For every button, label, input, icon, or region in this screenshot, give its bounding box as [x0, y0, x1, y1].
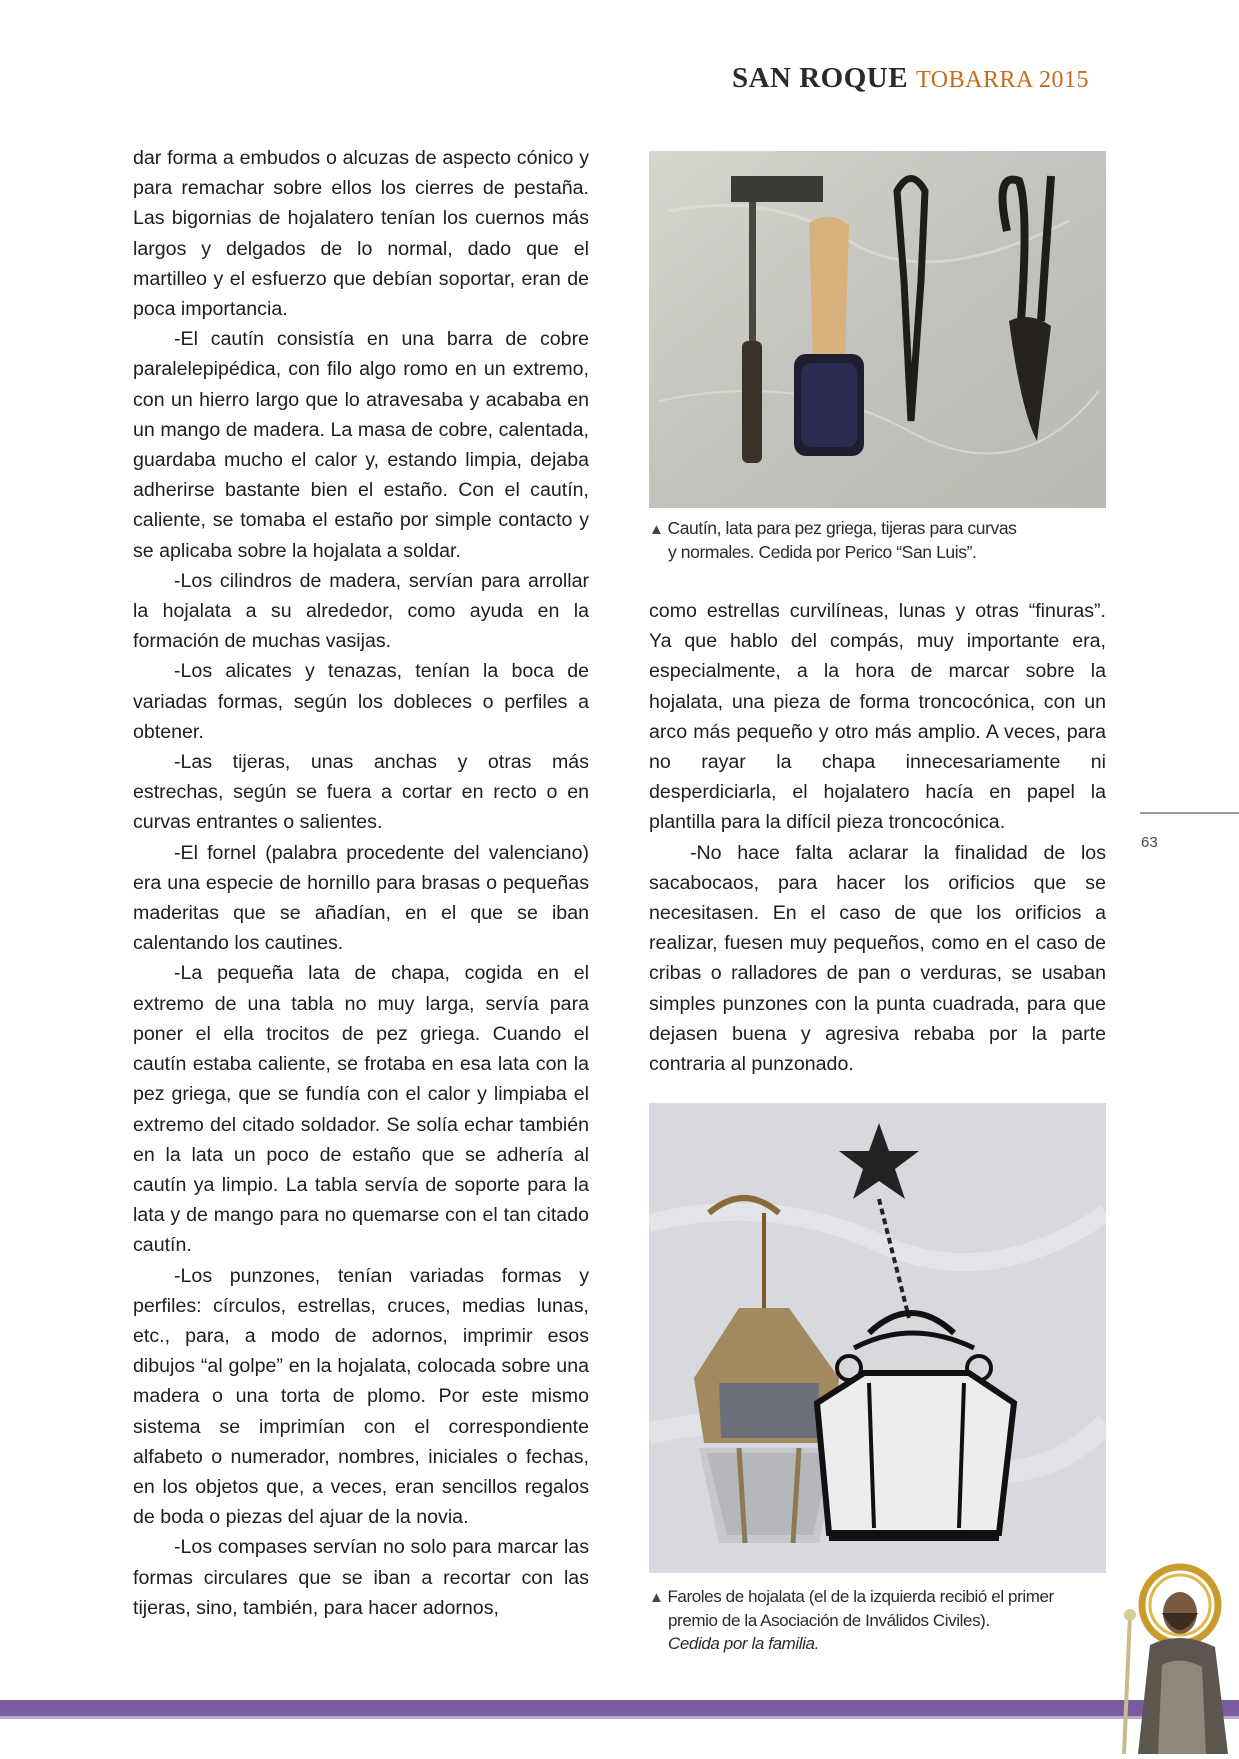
paragraph: -Los cilindros de madera, servían para arrollar la hojalata a su alrededor, como ayuda en la formación de muchas vasijas. [133, 569, 589, 653]
paragraph: -No hace falta aclarar la finalidad de los sacabocaos, para hacer los orificios que se necesitasen. En el caso de que los orificios a realizar, fuesen muy pequeños, como en el caso de cribas o ralladores de pan o verduras, se usaban simples punzones con la punta cuadrada, para que dejasen buena y agresiva rebaba por la parte contraria al punzonado. [649, 841, 1106, 1076]
photo-caption-lanterns [649, 1585, 1054, 1655]
caption-line: y normales. Cedida por Perico “San Luis”. [668, 542, 977, 562]
paragraph: -El cautín consistía en una barra de cobre paralelepipédica, con filo algo romo en un extremo, con un hierro largo que lo atravesaba y acababa en un mango de madera. La masa de cobre, calentada, guardaba mucho el calor y, estando limpia, dejaba adherirse bastante bien el estaño. Con el cautín, caliente, se tomaba el estaño por simple contacto y se aplicaba sobre la hojalata a soldar. [133, 328, 589, 562]
triangle-marker-icon: ▲ [649, 521, 664, 538]
caption-line [649, 1632, 1054, 1655]
tools-photo [649, 151, 1106, 508]
caption-line: Cautín, lata para pez griega, tijeras para curvas [667, 518, 1017, 538]
paragraph: -Los punzones, tenían variadas formas y perfiles: círculos, estrellas, cruces, medias lunas, etc., para, a modo de adornos, imprimir esos dibujos “al golpe” en la hojalata, colocada sobre una madera o una torta de plomo. Por este mismo sistema se imprimían con el correspondiente alfabeto o numerador, nombres, iniciales o fechas, en los objetos que, a veces, eran sencillos regalos de boda o piezas del ajuar de la novia. [133, 1264, 589, 1529]
saint-figure-image [1110, 1555, 1239, 1754]
page-number: 63 [1141, 834, 1158, 851]
caption-line: premio de la Asociación de Inválidos Civiles). [668, 1611, 990, 1630]
right-column [649, 596, 1106, 1079]
magazine-subtitle: TOBARRA 2015 [916, 67, 1089, 93]
paragraph: -La pequeña lata de chapa, cogida en el extremo de una tabla no muy larga, servía para poner el ella trocitos de pez griega. Cuando el cautín estaba caliente, se frotaba en esa lata con la pez griega, que se fundía con el calor y limpiaba el extremo del citado soldador. Se solía echar también en la lata un poco de estaño que se adhería al cautín ya limpio. La tabla servía de soporte para la lata y de mango para no quemarse con el tan citado cautín. [133, 962, 589, 1257]
footer-bar [0, 1700, 1239, 1716]
footer-bar-accent [0, 1716, 1239, 1719]
caption-line: Faroles de hojalata (el de la izquierda recibió el primer [667, 1587, 1054, 1606]
photo-caption-tools [649, 517, 1017, 564]
paragraph: -El fornel (palabra procedente del valenciano) era una especie de hornillo para brasas o pequeñas maderitas que se añadían, en el que se iban calentando los cautines. [133, 841, 589, 955]
caption-credit: Cedida por la familia. [668, 1634, 819, 1653]
paragraph: como estrellas curvilíneas, lunas y otras “finuras”. Ya que hablo del compás, muy importante era, especialmente, a la hora de marcar sobre la hojalata, una pieza de forma troncocónica, con un arco más pequeño y otro más amplio. A veces, para no rayar la chapa innecesariamente ni desperdiciarla, el hojalatero hacía en papel la plantilla para la difícil pieza troncocónica. [649, 600, 1106, 834]
lanterns-photo [649, 1103, 1106, 1573]
paragraph: -Los alicates y tenazas, tenían la boca de variadas formas, según los dobleces o perfiles a obtener. [133, 660, 589, 743]
left-column [133, 143, 589, 1623]
paragraph: -Las tijeras, unas anchas y otras más estrechas, según se fuera a cortar en recto o en curvas entrantes o salientes. [133, 751, 589, 834]
triangle-marker-icon: ▲ [649, 1589, 664, 1606]
paragraph: dar forma a embudos o alcuzas de aspecto cónico y para remachar sobre ellos los cierres de pestaña. Las bigornias de hojalatero tenían los cuernos más largos y delgados de lo normal, dado que el martilleo y el esfuerzo que debían soportar, eran de poca importancia. [133, 147, 589, 321]
paragraph: -Los compases servían no solo para marcar las formas circulares que se iban a recortar con las tijeras, sino, también, para hacer adornos, [133, 1536, 589, 1619]
page-header [732, 62, 1089, 95]
margin-divider [1140, 812, 1239, 814]
magazine-title: SAN ROQUE [731, 62, 909, 94]
